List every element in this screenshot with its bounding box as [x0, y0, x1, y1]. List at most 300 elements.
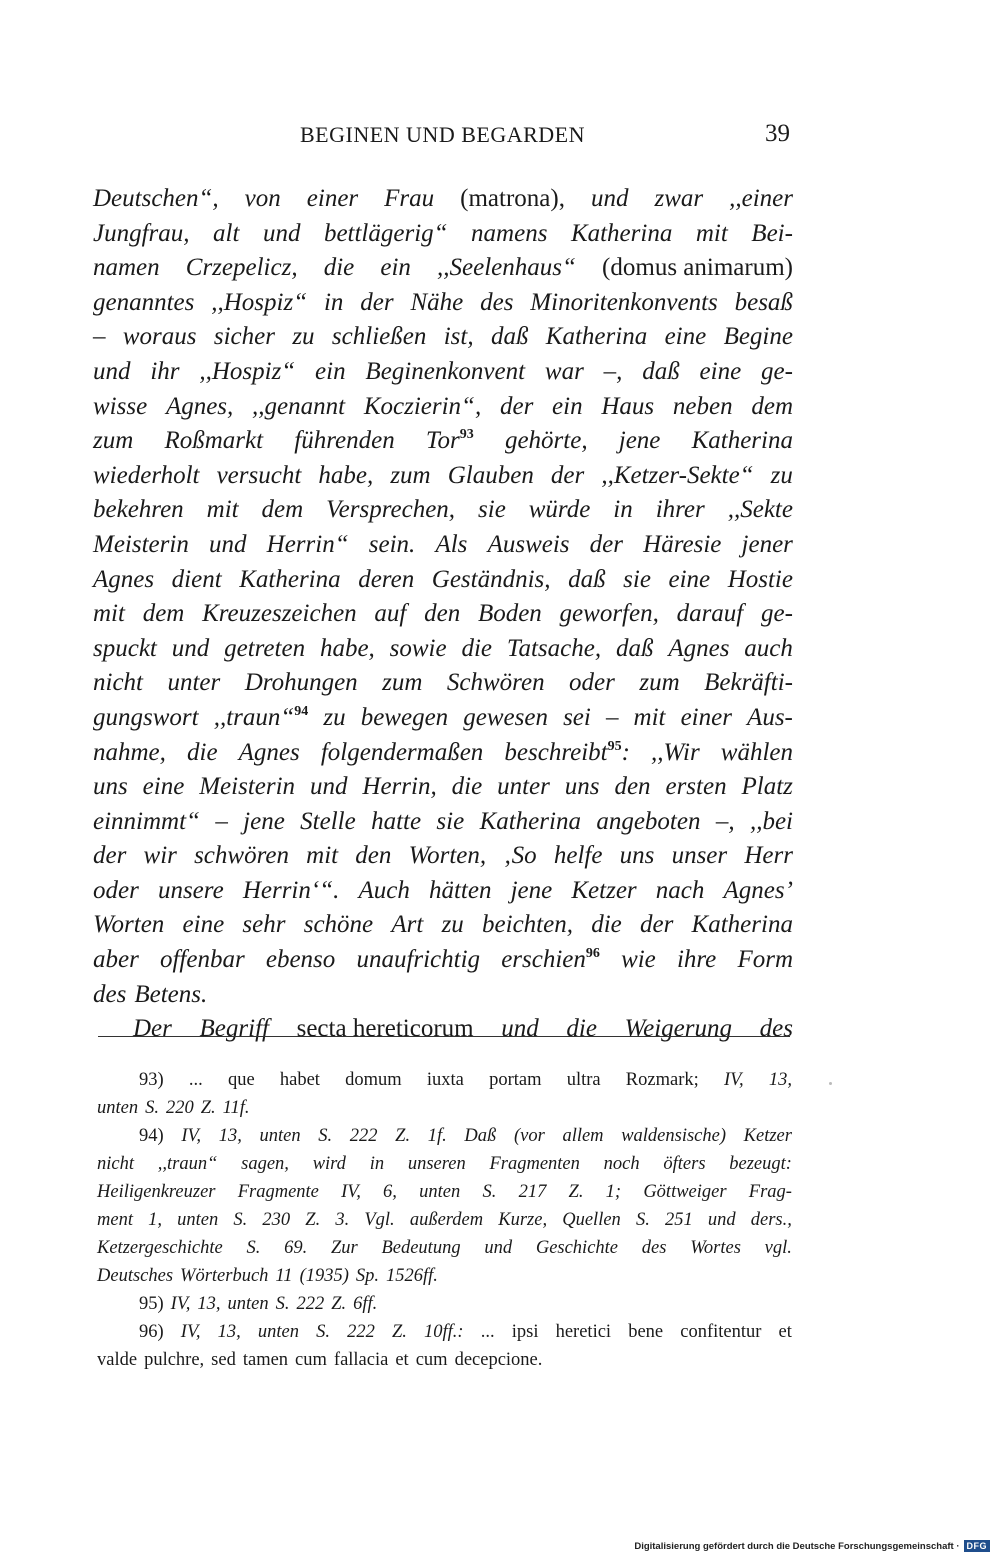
word: zum — [390, 461, 431, 489]
word: 13, — [218, 1126, 242, 1146]
word: und — [309, 773, 348, 801]
word: zu — [323, 703, 346, 731]
word: Kurze, — [498, 1210, 548, 1230]
word: außerdem — [409, 1210, 484, 1230]
word: des — [641, 1238, 667, 1258]
word: S. — [318, 1126, 333, 1146]
word: 13, — [217, 1322, 241, 1342]
text-line — [93, 563, 793, 598]
footnote-ref-93: 93 — [459, 427, 474, 443]
word: gungswort — [93, 703, 199, 731]
word: Begriff — [199, 1015, 269, 1043]
footnote-94-cont — [97, 1262, 792, 1290]
word: zum — [93, 427, 134, 455]
word: in — [369, 1154, 385, 1174]
word: des — [93, 980, 127, 1008]
word: ,,traun“ — [213, 703, 295, 731]
word: ,,Sekte — [727, 496, 793, 524]
word: Herrin, — [362, 773, 437, 801]
text-line — [93, 736, 793, 771]
word: sie — [623, 565, 651, 593]
text-line — [93, 770, 793, 805]
word: Rozmark; — [625, 1070, 699, 1090]
text-line — [93, 320, 793, 355]
word: pulchre, — [144, 1350, 205, 1370]
word: Häresie — [643, 530, 722, 558]
word: Tor — [425, 427, 460, 455]
text-line — [93, 874, 793, 909]
word: S. — [233, 1210, 248, 1230]
word: wir — [143, 842, 177, 870]
word: Wortes — [690, 1238, 741, 1258]
word: – — [93, 323, 106, 351]
word: Glauben — [447, 461, 534, 489]
page-number: 39 — [765, 120, 790, 147]
word: in — [323, 288, 344, 316]
footnote-94-cont — [97, 1206, 792, 1234]
word: Bedeutung — [381, 1238, 461, 1258]
running-header — [95, 118, 790, 158]
word: sehr — [242, 911, 286, 939]
word: wisse — [93, 392, 148, 420]
word: den — [424, 600, 461, 628]
word: S. — [482, 1182, 497, 1202]
word: und — [484, 1238, 513, 1258]
word: deren — [358, 565, 415, 593]
word: Herrin“ — [266, 530, 349, 558]
text-line — [93, 632, 793, 667]
word: IV, — [180, 1322, 201, 1342]
word: und — [707, 1210, 736, 1230]
word: unten — [177, 1210, 219, 1230]
word: spuckt — [93, 634, 157, 662]
word: unser — [671, 842, 728, 870]
footnote-ref-96: 96 — [585, 946, 600, 962]
text-line — [93, 943, 793, 978]
word: ,,genannt — [252, 392, 346, 420]
word: confitentur — [680, 1322, 762, 1342]
word: 1; — [605, 1182, 622, 1202]
word: Worten — [93, 911, 165, 939]
word: Sp. — [355, 1266, 380, 1286]
word: daß — [642, 357, 680, 385]
word: S. — [635, 1210, 650, 1230]
word: heretici — [555, 1322, 612, 1342]
word: unseren — [407, 1154, 466, 1174]
footnote-94-cont — [97, 1178, 792, 1206]
footnote-95 — [97, 1290, 792, 1318]
word: –, — [715, 807, 735, 835]
word: zu — [770, 461, 793, 489]
footnote-number: 94) — [139, 1126, 164, 1146]
word: bettlägerig“ — [323, 219, 448, 247]
word: IV, — [341, 1182, 361, 1202]
word: Katherina — [691, 911, 793, 939]
word: folgendermaßen — [320, 738, 484, 766]
word: ihre — [676, 946, 717, 974]
word: sagen, — [241, 1154, 289, 1174]
word: 251 — [664, 1210, 693, 1230]
word: cum — [295, 1350, 327, 1370]
word: (vor — [513, 1126, 545, 1146]
word: Z. — [331, 1294, 347, 1314]
word: wird — [312, 1154, 346, 1174]
text-line — [93, 597, 793, 632]
word: sein. — [368, 530, 416, 558]
word: ein — [315, 357, 346, 385]
word: Stelle — [300, 807, 356, 835]
word: unter — [497, 773, 550, 801]
footnote-94-cont — [97, 1150, 792, 1178]
word: dem — [751, 392, 793, 420]
word: allem — [562, 1126, 604, 1146]
word: Fragmente — [237, 1182, 319, 1202]
word: Deutschen“, — [93, 185, 219, 212]
word: Beginenkonvent — [365, 357, 526, 385]
word: mit — [306, 842, 339, 870]
word: unten — [227, 1294, 269, 1314]
word: S. — [145, 1098, 159, 1118]
word: Koczierin“, — [363, 392, 482, 420]
word: 220 — [165, 1098, 194, 1118]
word: die — [323, 254, 355, 282]
word: 222 — [347, 1322, 375, 1342]
footnote-number: 95) — [139, 1294, 164, 1314]
main-text — [93, 182, 793, 1047]
word: des — [759, 1015, 793, 1043]
word: den — [355, 842, 392, 870]
word: alt — [213, 219, 240, 247]
word: habe, — [319, 634, 375, 662]
word: zu — [441, 911, 464, 939]
text-line — [93, 839, 793, 874]
footnote-number: 93) — [139, 1070, 164, 1090]
word-with-note — [501, 943, 600, 978]
word: den — [614, 773, 651, 801]
word: oder — [93, 876, 139, 904]
word: helfe — [553, 842, 603, 870]
word: Minoritenkonvents — [530, 288, 718, 316]
scan-speck — [829, 1082, 832, 1085]
word: der — [589, 530, 623, 558]
word: portam — [489, 1070, 542, 1090]
word: uns — [93, 773, 128, 801]
word: waldensische) — [621, 1126, 727, 1146]
word: 13, — [768, 1070, 792, 1090]
word: die — [591, 911, 622, 939]
word: sicher — [213, 323, 275, 351]
word: zu — [292, 323, 315, 351]
word: ,,einer — [729, 185, 793, 212]
word: ,,Seelenhaus“ — [437, 254, 576, 282]
word: Deutsches — [97, 1266, 174, 1286]
word: Göttweiger — [643, 1182, 727, 1202]
word: que — [227, 1070, 255, 1090]
word: ipsi — [511, 1322, 539, 1342]
word: Katherina — [570, 219, 673, 247]
word: der — [499, 392, 534, 420]
word-with-note — [426, 424, 474, 459]
word: besaß — [734, 288, 793, 316]
word: eine — [668, 565, 711, 593]
word: schließen — [331, 323, 427, 351]
word: Katherina — [239, 565, 341, 593]
text-line — [93, 701, 793, 736]
word: nicht — [93, 669, 143, 697]
word: noch — [603, 1154, 640, 1174]
word: Bei- — [751, 219, 793, 247]
word: Hostie — [727, 565, 793, 593]
word: Platz — [741, 773, 793, 801]
word: zwar — [654, 185, 704, 212]
word: Quellen — [562, 1210, 621, 1230]
word: ,,Hospiz“ — [211, 288, 308, 316]
word: Z. — [200, 1098, 216, 1118]
word: unter — [167, 669, 221, 697]
text-line — [93, 908, 793, 943]
word: jene — [243, 807, 285, 835]
word: valde — [97, 1350, 138, 1370]
word: ein — [380, 254, 411, 282]
word: und — [501, 1015, 539, 1043]
word: einnimmt“ — [93, 807, 200, 835]
word: Ausweis — [487, 530, 570, 558]
word: bewegen — [360, 703, 449, 731]
word: ,,Wir — [651, 738, 700, 766]
text-line — [93, 1012, 793, 1047]
word: einer — [680, 703, 732, 731]
word: IV, — [723, 1070, 744, 1090]
word: : — [621, 738, 630, 766]
word: Weigerung — [624, 1015, 732, 1043]
word: unsere — [157, 876, 224, 904]
word: wiederholt — [93, 461, 200, 489]
word: Roßmarkt — [164, 427, 264, 455]
word: bekehren — [93, 496, 184, 524]
word: wie — [621, 946, 656, 974]
word: eine — [142, 773, 185, 801]
word: namens — [471, 219, 548, 247]
word: Herr — [744, 842, 793, 870]
word: namen — [93, 254, 160, 282]
word: Versprechen, — [326, 496, 456, 524]
word: Auch — [358, 876, 410, 904]
word: der — [360, 288, 394, 316]
word: mit — [633, 703, 666, 731]
word: 222 — [349, 1126, 378, 1146]
word: ,,bei — [749, 807, 793, 835]
text-line — [93, 217, 793, 252]
text-line — [93, 251, 793, 286]
word: et — [395, 1350, 409, 1370]
word: habet — [279, 1070, 320, 1090]
word: 230 — [262, 1210, 291, 1230]
footnote-94 — [97, 1122, 792, 1150]
word: Worten, — [408, 842, 487, 870]
text-line — [93, 493, 793, 528]
word: genanntes — [93, 288, 195, 316]
word: vgl. — [764, 1238, 792, 1258]
word: IV, — [170, 1294, 191, 1314]
word: führenden — [294, 427, 395, 455]
word: mit — [695, 219, 728, 247]
word: jener — [741, 530, 793, 558]
word: Herrin‘“. — [242, 876, 340, 904]
text-line — [93, 666, 793, 701]
latin-term: (domus animarum) — [602, 254, 793, 282]
word: et — [778, 1322, 792, 1342]
word: Katherina — [545, 323, 648, 351]
word: Zur — [330, 1238, 358, 1258]
word: Als — [435, 530, 468, 558]
word: Agnes — [93, 565, 155, 593]
word: Betens. — [134, 980, 208, 1008]
word: dem — [261, 496, 304, 524]
text-line — [93, 978, 793, 1013]
word: Schwören — [446, 669, 545, 697]
footnote-number: 96) — [139, 1322, 164, 1342]
word: Form — [737, 946, 793, 974]
word: Frag- — [748, 1182, 792, 1202]
word: Ketzergeschichte — [97, 1238, 223, 1258]
word: wählen — [720, 738, 793, 766]
word: 6, — [383, 1182, 397, 1202]
word: zum — [639, 669, 680, 697]
word: S. — [275, 1294, 290, 1314]
word: unten — [259, 1126, 301, 1146]
word: Kreuzeszeichen — [202, 600, 357, 628]
word: Agnes — [238, 738, 300, 766]
word: 1f. — [427, 1126, 447, 1146]
digitization-credit — [634, 1540, 990, 1552]
word: (1935) — [299, 1266, 349, 1286]
word: Heiligenkreuzer — [97, 1182, 216, 1202]
word: die — [451, 773, 483, 801]
word: in — [613, 496, 633, 524]
word: Geständnis, — [431, 565, 551, 593]
word: IV, — [181, 1126, 202, 1146]
word: Vgl. — [364, 1210, 395, 1230]
word: und — [262, 219, 301, 247]
word: schöne — [303, 911, 374, 939]
word: 6ff. — [353, 1294, 378, 1314]
word: eine — [699, 357, 742, 385]
word: fallacia — [333, 1350, 389, 1370]
word: getreten — [224, 634, 306, 662]
word: auf — [374, 600, 407, 628]
word: offenbar — [159, 946, 245, 974]
word: ... — [480, 1322, 495, 1342]
footnotes — [97, 1066, 792, 1374]
word: 217 — [518, 1182, 547, 1202]
word: Z. — [391, 1322, 407, 1342]
word: unaufrichtig — [356, 946, 481, 974]
word: 11f. — [222, 1098, 250, 1118]
word: die — [187, 738, 218, 766]
word: eine — [664, 323, 707, 351]
word: daß — [490, 323, 529, 351]
word: uns — [619, 842, 655, 870]
word: neben — [672, 392, 733, 420]
word: Begine — [723, 323, 793, 351]
word: ge- — [761, 357, 793, 385]
word: und — [590, 185, 629, 212]
word: nach — [655, 876, 705, 904]
word: versucht — [216, 461, 302, 489]
word: Meisterin — [199, 773, 296, 801]
word: angeboten — [596, 807, 701, 835]
word: Ketzer — [571, 876, 637, 904]
word: –, — [603, 357, 623, 385]
word: Der — [133, 1015, 172, 1043]
word: ment — [97, 1210, 133, 1230]
word: ist, — [443, 323, 474, 351]
word: Fragmenten — [489, 1154, 580, 1174]
word: Jungfrau, — [93, 219, 190, 247]
running-title: BEGINEN UND BEGARDEN — [300, 122, 585, 147]
word: uns — [564, 773, 600, 801]
word: tamen — [242, 1350, 289, 1370]
text-line — [93, 805, 793, 840]
word: sie — [478, 496, 506, 524]
word: S. — [316, 1322, 330, 1342]
word: daß — [568, 565, 606, 593]
word: war — [544, 357, 584, 385]
word: dient — [171, 565, 222, 593]
word: Tatsache, — [506, 634, 602, 662]
footnote-96 — [97, 1318, 792, 1346]
word: von — [244, 185, 281, 212]
word: Nähe — [410, 288, 464, 316]
word: decepcione. — [454, 1350, 543, 1370]
word: 11 — [275, 1266, 293, 1286]
footnote-93-cont — [97, 1094, 792, 1122]
word: woraus — [122, 323, 197, 351]
word: der — [550, 461, 585, 489]
footnote-93 — [97, 1066, 792, 1094]
word: 69. — [284, 1238, 308, 1258]
word: Aus- — [747, 703, 793, 731]
dfg-logo: DFG — [964, 1540, 991, 1552]
word: Crzepelicz, — [185, 254, 298, 282]
word: ihr — [150, 357, 180, 385]
word: einer — [306, 185, 359, 212]
word: ,,traun“ — [157, 1154, 218, 1174]
word: der — [639, 911, 674, 939]
word: cum — [415, 1350, 448, 1370]
word: ‚So — [503, 842, 537, 870]
word: ihrer — [655, 496, 705, 524]
word: dem — [142, 600, 185, 628]
word: sie — [436, 807, 465, 835]
word: und — [93, 357, 131, 385]
text-line — [93, 424, 793, 459]
word: mit — [206, 496, 239, 524]
word: Frau — [384, 185, 435, 212]
word: daß — [615, 634, 654, 662]
word: habe, — [318, 461, 374, 489]
word: Z. — [568, 1182, 584, 1202]
word: gewesen — [463, 703, 548, 731]
footnote-ref-95: 95 — [607, 738, 622, 754]
word: – — [215, 807, 228, 835]
word: darauf — [676, 600, 744, 628]
word: 3. — [335, 1210, 350, 1230]
word: ge- — [761, 600, 793, 628]
word: und — [208, 530, 247, 558]
word: ein — [552, 392, 583, 420]
word: Art — [391, 911, 424, 939]
